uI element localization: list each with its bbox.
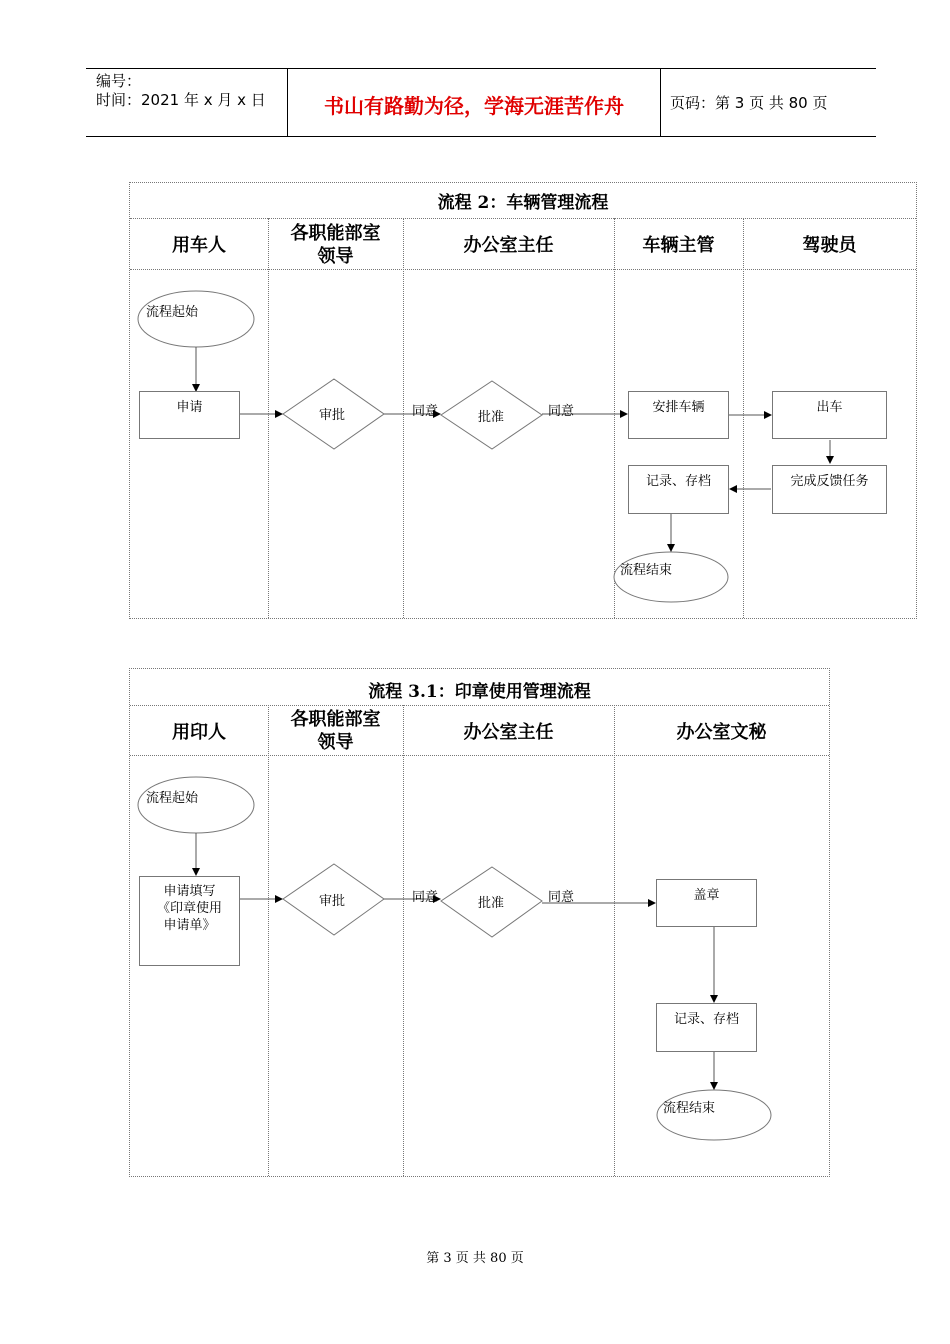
header-divider [660,69,661,136]
flow31-col-dept-leader: 各职能部室 领导 [290,709,381,753]
flow2-title: 流程 2：车辆管理流程 [437,193,609,213]
flow2-dispatch-box [772,391,887,439]
header-page-number: 页码：第 3 页 共 80 页 [670,94,828,112]
header-time: 时间：2021 年 x 月 x 日 [96,91,266,109]
flow2-arrange-box [628,391,729,439]
flow2-start-label: 流程起始 [146,305,199,320]
flow31-agree-label: 同意 [548,890,575,905]
flow2-dispatch-label: 出车 [816,400,843,415]
header-motto: 书山有路勤为径，学海无涯苦作舟 [324,94,624,118]
flow2-table [129,182,917,619]
flow31-apply-label: 申请填写 《印章使用 申请单》 [156,884,222,933]
header-bottom-rule [86,136,876,137]
flow2-end-label: 流程结束 [620,563,673,578]
flow2-feedback-label: 完成反馈任务 [790,474,869,489]
flow2-col-user: 用车人 [172,235,226,256]
header-number-label: 编号： [96,72,142,90]
flow2-record-box [628,465,729,514]
flow2-col-driver: 驾驶员 [802,235,857,256]
flow2-col-vehicle-manager: 车辆主管 [642,235,715,256]
header-top-rule [86,68,876,69]
flow31-start-label: 流程起始 [146,791,199,806]
flow2-review-label: 审批 [319,408,346,423]
flow2-arrange-label: 安排车辆 [652,400,705,415]
flow2-col-dept-leader: 各职能部室 领导 [290,223,381,267]
flow31-col-office-director: 办公室主任 [463,722,554,743]
flow2-apply-box [139,391,240,439]
flow2-agree-label: 同意 [412,404,439,419]
flow31-review-label: 审批 [319,894,346,909]
page-footer: 第 3 页 共 80 页 [426,1251,524,1266]
flow31-approve-label: 批准 [478,896,505,911]
flow31-end-label: 流程结束 [663,1101,716,1116]
flow31-agree-label: 同意 [412,890,439,905]
flow31-apply-box [139,876,240,966]
flow31-table [129,668,830,1177]
flow2-col-office-director: 办公室主任 [463,235,554,256]
flow31-stamp-box [656,879,757,927]
flow31-stamp-label: 盖章 [693,888,720,903]
flow2-apply-label: 申请 [176,400,203,415]
flow31-title: 流程 3.1：印章使用管理流程 [368,682,591,702]
flow2-agree-label: 同意 [548,404,575,419]
flow31-record-box [656,1003,757,1052]
flow31-record-label: 记录、存档 [673,1012,739,1027]
flow2-feedback-box [772,465,887,514]
flow31-col-office-secretary: 办公室文秘 [676,722,767,743]
flow2-record-label: 记录、存档 [645,474,711,489]
flow31-col-seal-user: 用印人 [172,722,226,743]
flow2-approve-label: 批准 [478,410,505,425]
